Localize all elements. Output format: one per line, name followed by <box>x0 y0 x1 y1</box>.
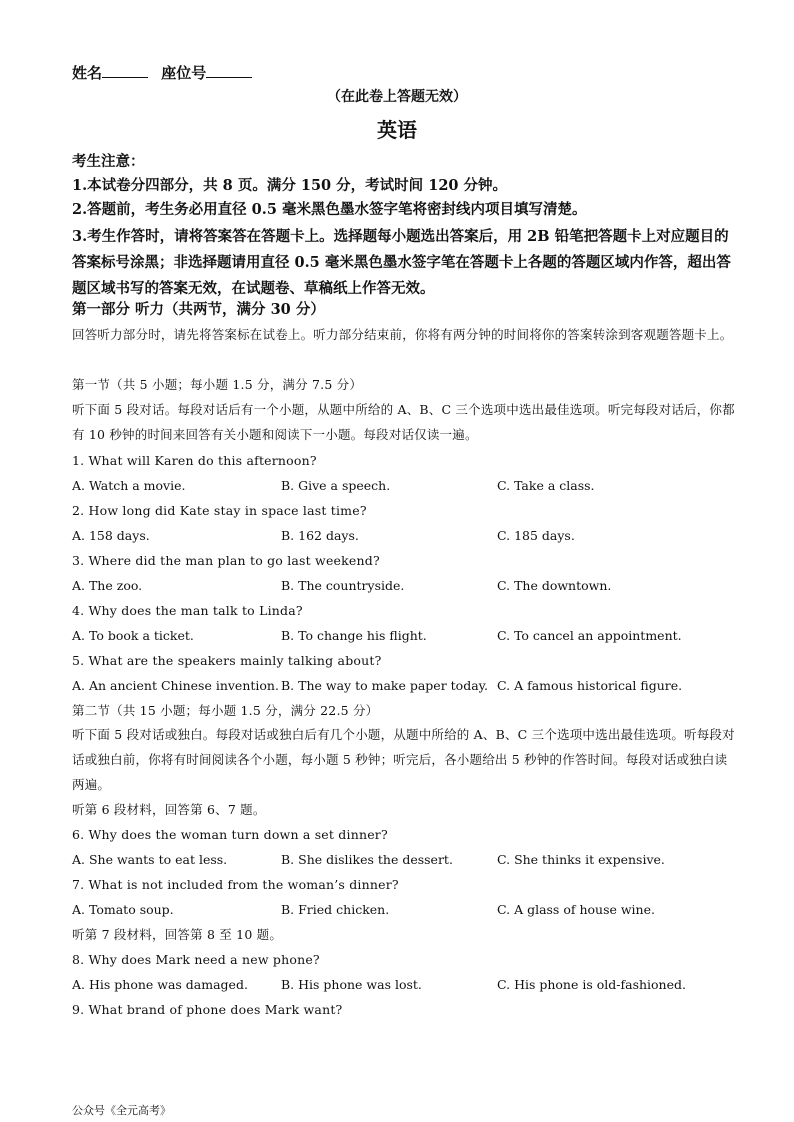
seat-label: 座位号 <box>161 64 207 82</box>
option-a: A. She wants to eat less. <box>72 852 228 867</box>
option-a: A. To book a ticket. <box>72 628 194 643</box>
footer-text: 公众号《全元高考》 <box>72 1104 171 1117</box>
question-stem: 9. What brand of phone does Mark want? <box>72 1002 343 1017</box>
no-answer-note: （在此卷上答题无效） <box>327 89 467 105</box>
question-stem: 5. What are the speakers mainly talking about? <box>72 653 382 668</box>
option-c: C. His phone is old-fashioned. <box>497 977 686 992</box>
question-options <box>72 623 736 648</box>
name-blank <box>102 63 148 78</box>
seat-blank <box>206 63 252 78</box>
option-a: A. 158 days. <box>72 528 150 543</box>
option-a: A. Watch a movie. <box>72 478 186 493</box>
question-stem: 6. Why does the woman turn down a set dinner? <box>72 827 388 842</box>
section1-intro: 听下面 5 段对话。每段对话后有一个小题，从题中所给的 A、B、C 三个选项中选出最佳选项。听完每段对话后，你都有 10 秒钟的时间来回答有关小题和阅读下一小题。每段对话仅读一遍。 <box>72 402 735 442</box>
question-stem: 3. Where did the man plan to go last weekend? <box>72 553 380 568</box>
option-c: C. The downtown. <box>497 578 612 593</box>
option-a: A. The zoo. <box>72 578 143 593</box>
question-options <box>72 897 736 922</box>
question-stem: 4. Why does the man talk to Linda? <box>72 603 303 618</box>
instruction-item-2: 2.答题前，考生务必用直径 0.5 毫米黑色墨水签字笔将密封线内项目填写清楚。 <box>72 201 587 218</box>
question-stem: 2. How long did Kate stay in space last time? <box>72 503 367 518</box>
option-a: A. Tomato soup. <box>72 902 174 917</box>
section1-title: 第一节（共 5 小题；每小题 1.5 分，满分 7.5 分） <box>72 377 363 392</box>
option-a: A. His phone was damaged. <box>72 977 248 992</box>
option-b: B. The countryside. <box>281 578 405 593</box>
option-c: C. A glass of house wine. <box>497 902 655 917</box>
question-options <box>72 673 736 698</box>
exam-header-fields <box>72 62 260 83</box>
question-stem: 7. What is not included from the woman’s dinner? <box>72 877 399 892</box>
part1-intro: 回答听力部分时，请先将答案标在试卷上。听力部分结束前，你将有两分钟的时间将你的答案转涂到客观题答题卡上。 <box>72 327 733 342</box>
question-options <box>72 573 736 598</box>
question-options <box>72 473 736 498</box>
option-c: C. To cancel an appointment. <box>497 628 682 643</box>
option-c: C. 185 days. <box>497 528 575 543</box>
instruction-item-3: 3.考生作答时，请将答案答在答题卡上。选择题每小题选出答案后，用 2B 铅笔把答题卡上对应题目的答案标号涂黑；非选择题请用直径 0.5 毫米黑色墨水签字笔在答题卡上各题的答题区域内作答，超出答题区域书写的答案无效，在试题卷、草稿纸上作答无效。 <box>72 228 731 297</box>
option-b: B. The way to make paper today. <box>281 678 489 693</box>
option-a: A. An ancient Chinese invention. <box>72 678 279 693</box>
question-stem: 1. What will Karen do this afternoon? <box>72 453 317 468</box>
instructions-heading: 考生注意： <box>72 153 145 170</box>
section2-intro: 听下面 5 段对话或独白。每段对话或独白后有几个小题，从题中所给的 A、B、C 三个选项中选出最佳选项。听每段对话或独白前，你将有时间阅读各个小题，每小题 5 秒钟；听完后，各小题给出 5 秒钟的作答时间。每段对话或独白读两遍。 <box>72 727 735 792</box>
material-7-heading: 听第 7 段材料，回答第 8 至 10 题。 <box>72 927 283 942</box>
option-c: C. A famous historical figure. <box>497 678 683 693</box>
option-b: B. His phone was lost. <box>281 977 422 992</box>
section2-title: 第二节（共 15 小题；每小题 1.5 分，满分 22.5 分） <box>72 703 379 718</box>
question-options <box>72 523 736 548</box>
question-stem: 8. Why does Mark need a new phone? <box>72 952 320 967</box>
option-b: B. To change his flight. <box>281 628 427 643</box>
option-b: B. She dislikes the dessert. <box>281 852 453 867</box>
option-b: B. Give a speech. <box>281 478 391 493</box>
question-options <box>72 847 736 872</box>
question-options <box>72 972 736 997</box>
option-b: B. Fried chicken. <box>281 902 390 917</box>
option-c: C. Take a class. <box>497 478 595 493</box>
name-label: 姓名 <box>72 64 103 82</box>
page-title: 英语 <box>377 118 417 142</box>
option-c: C. She thinks it expensive. <box>497 852 665 867</box>
option-b: B. 162 days. <box>281 528 359 543</box>
material-6-heading: 听第 6 段材料，回答第 6、7 题。 <box>72 802 266 817</box>
instruction-item-1: 1.本试卷分四部分，共 8 页。满分 150 分，考试时间 120 分钟。 <box>72 177 508 194</box>
part1-title: 第一部分 听力（共两节，满分 30 分） <box>72 301 325 318</box>
